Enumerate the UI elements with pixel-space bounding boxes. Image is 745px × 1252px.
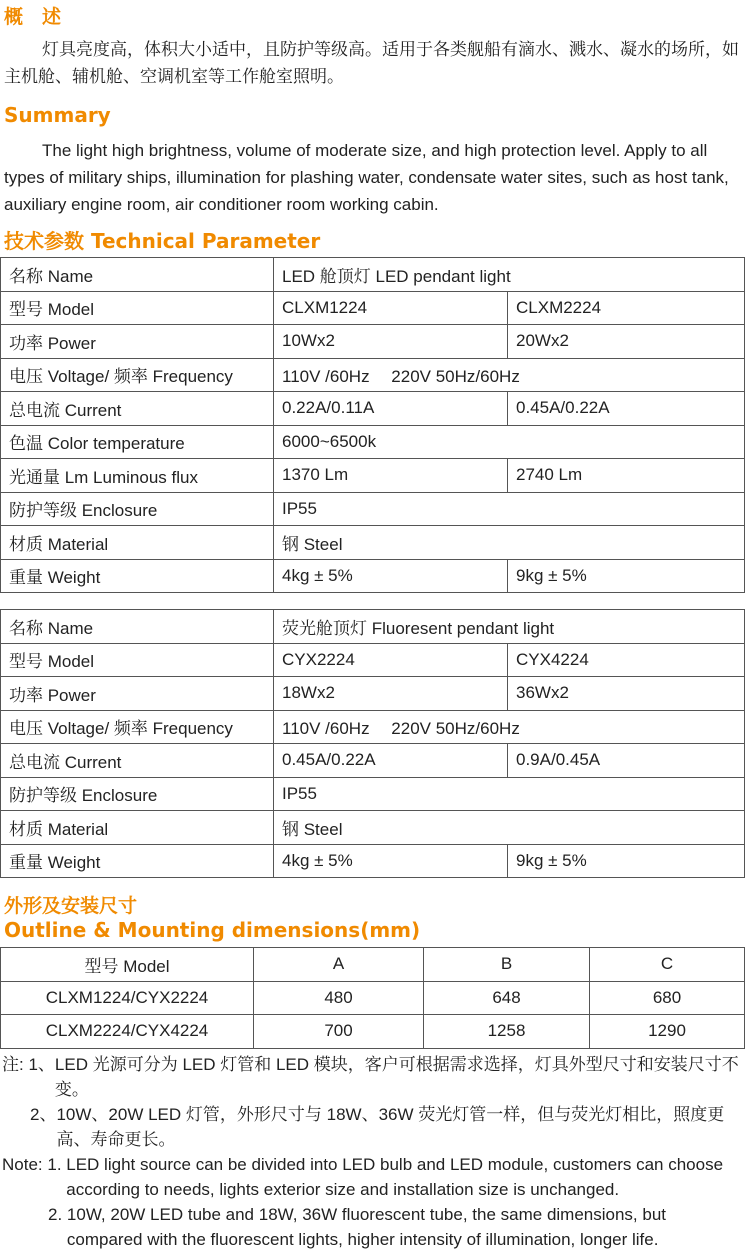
spec-label: 色温 Color temperature — [1, 425, 274, 459]
spec-row — [1, 643, 745, 677]
spec-label: 光通量 Lm Luminous flux — [1, 459, 274, 493]
spec-value: 18Wx2 — [274, 677, 508, 711]
note-cn-1 — [2, 1052, 744, 1102]
dimensions-cell: CLXM1224/CYX2224 — [1, 981, 254, 1015]
spec-label: 总电流 Current — [1, 392, 274, 426]
spec-value: 2740 Lm — [508, 459, 745, 493]
dimensions-header-cell: A — [254, 948, 424, 982]
dimensions-cell: 700 — [254, 1015, 424, 1049]
dimensions-cell: CLXM2224/CYX4224 — [1, 1015, 254, 1049]
spec-row — [1, 559, 745, 593]
spec-row — [1, 526, 745, 560]
dimensions-heading-en: Outline & Mounting dimensions(mm) — [4, 918, 421, 942]
spec-value: CYX2224 — [274, 643, 508, 677]
summary-text: The light high brightness, volume of moderate size, and high protection level. Apply to all types of military ships, illumination for plashing water, condensate water sites, such as host tank, auxiliary engine room, air conditioner room working cabin. — [4, 141, 729, 214]
spec-value: 钢 Steel — [274, 811, 745, 845]
fluorescent-spec-table — [0, 609, 745, 878]
spec-row — [1, 744, 745, 778]
spec-value: 6000~6500k — [274, 425, 745, 459]
note-en-prefix: Note: — [2, 1155, 48, 1174]
spec-label: 功率 Power — [1, 325, 274, 359]
spec-value: 10Wx2 — [274, 325, 508, 359]
spec-value: 0.22A/0.11A — [274, 392, 508, 426]
note-en-2-text: 10W, 20W LED tube and 18W, 36W fluorescent tube, the same dimensions, but compared with the fluorescent lights, higher intensity of illumination, longer life. — [66, 1205, 667, 1249]
spec-label: 电压 Voltage/ 频率 Frequency — [1, 358, 274, 392]
dimensions-table — [0, 947, 745, 1049]
note-cn-2-text: 10W、20W LED 灯管，外形尺寸与 18W、36W 荧光灯管一样，但与荧光灯相比，照度更高、寿命更长。 — [56, 1105, 725, 1149]
dimensions-header-cell: C — [590, 948, 745, 982]
dimensions-cell: 680 — [590, 981, 745, 1015]
overview-text: 灯具亮度高，体积大小适中，且防护等级高。适用于各类舰船有滴水、溅水、凝水的场所，如主机舱、辅机舱、空调机室等工作舱室照明。 — [4, 40, 739, 86]
spec-label: 材质 Material — [1, 526, 274, 560]
spec-label: 型号 Model — [1, 291, 274, 325]
dimensions-header-cell: B — [424, 948, 590, 982]
fluorescent-spec-body — [1, 610, 745, 878]
spec-label: 防护等级 Enclosure — [1, 777, 274, 811]
note-cn-2 — [2, 1102, 744, 1152]
spec-row — [1, 777, 745, 811]
technical-heading: 技术参数 Technical Parameter — [4, 229, 321, 253]
note-cn-1-number: 1、 — [28, 1055, 55, 1074]
spec-value: 36Wx2 — [508, 677, 745, 711]
spec-row — [1, 844, 745, 878]
summary-paragraph — [4, 137, 742, 218]
spec-row — [1, 392, 745, 426]
notes — [2, 1052, 744, 1252]
note-cn-prefix: 注: — [2, 1055, 29, 1074]
spec-value: 荧光舱顶灯 Fluoresent pendant light — [274, 610, 745, 644]
dimensions-header-cell: 型号 Model — [1, 948, 254, 982]
spec-label: 重量 Weight — [1, 844, 274, 878]
dimensions-row — [1, 981, 745, 1015]
spec-value: CLXM2224 — [508, 291, 745, 325]
spec-row — [1, 459, 745, 493]
note-cn-2-number: 2、 — [30, 1105, 57, 1124]
note-en-1 — [2, 1152, 744, 1202]
note-en-1-text: LED light source can be divided into LED bulb and LED module, customers can choose according to needs, lights exterior size and installation size is unchanged. — [66, 1155, 724, 1199]
spec-label: 电压 Voltage/ 频率 Frequency — [1, 710, 274, 744]
spec-value: 0.45A/0.22A — [274, 744, 508, 778]
dimensions-body — [1, 948, 745, 1049]
spec-value: IP55 — [274, 492, 745, 526]
dimensions-cell: 648 — [424, 981, 590, 1015]
led-spec-table — [0, 257, 745, 593]
spec-row — [1, 677, 745, 711]
dimensions-heading-cn: 外形及安装尺寸 — [4, 895, 138, 917]
spec-value: CYX4224 — [508, 643, 745, 677]
spec-value: 1370 Lm — [274, 459, 508, 493]
spec-label: 总电流 Current — [1, 744, 274, 778]
spec-row — [1, 610, 745, 644]
dimensions-row — [1, 1015, 745, 1049]
dimensions-cell: 480 — [254, 981, 424, 1015]
spec-value: 9kg ± 5% — [508, 844, 745, 878]
spec-value: 4kg ± 5% — [274, 559, 508, 593]
spec-value: 0.9A/0.45A — [508, 744, 745, 778]
spec-value: 110V /60Hz 220V 50Hz/60Hz — [274, 710, 745, 744]
overview-paragraph — [4, 36, 742, 90]
spec-label: 功率 Power — [1, 677, 274, 711]
note-cn-1-text: LED 光源可分为 LED 灯管和 LED 模块，客户可根据需求选择，灯具外型尺寸和安装尺寸不变。 — [54, 1055, 739, 1099]
led-spec-body — [1, 258, 745, 593]
spec-row — [1, 710, 745, 744]
overview-heading: 概 述 — [4, 6, 62, 28]
spec-label: 名称 Name — [1, 258, 274, 292]
dimensions-cell: 1258 — [424, 1015, 590, 1049]
spec-label: 名称 Name — [1, 610, 274, 644]
dimensions-header-row — [1, 948, 745, 982]
spec-value: 钢 Steel — [274, 526, 745, 560]
spec-value: 9kg ± 5% — [508, 559, 745, 593]
spec-row — [1, 425, 745, 459]
spec-value: 4kg ± 5% — [274, 844, 508, 878]
spec-label: 重量 Weight — [1, 559, 274, 593]
note-en-1-number: 1. — [47, 1155, 67, 1174]
spec-value: 110V /60Hz 220V 50Hz/60Hz — [274, 358, 745, 392]
spec-row — [1, 358, 745, 392]
spec-value: CLXM1224 — [274, 291, 508, 325]
spec-value: 0.45A/0.22A — [508, 392, 745, 426]
spec-row — [1, 258, 745, 292]
spec-label: 型号 Model — [1, 643, 274, 677]
spec-value: 20Wx2 — [508, 325, 745, 359]
spec-row — [1, 325, 745, 359]
spec-label: 防护等级 Enclosure — [1, 492, 274, 526]
spec-row — [1, 811, 745, 845]
spec-row — [1, 291, 745, 325]
spec-value: LED 舱顶灯 LED pendant light — [274, 258, 745, 292]
spec-row — [1, 492, 745, 526]
spec-label: 材质 Material — [1, 811, 274, 845]
dimensions-cell: 1290 — [590, 1015, 745, 1049]
note-en-2 — [2, 1202, 744, 1252]
spec-value: IP55 — [274, 777, 745, 811]
summary-heading: Summary — [4, 103, 111, 127]
note-en-2-number: 2. — [48, 1205, 67, 1224]
